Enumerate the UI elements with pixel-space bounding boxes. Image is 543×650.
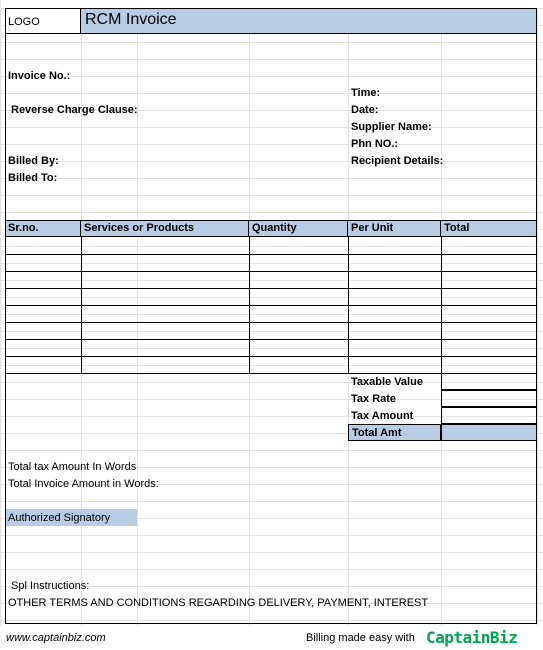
- time-label: Time:: [351, 87, 381, 99]
- taxable-value-label: Taxable Value: [351, 376, 423, 388]
- col-header-per-unit: Per Unit: [348, 221, 441, 236]
- col-header-srno: Sr.no.: [5, 221, 81, 236]
- grid-col: [537, 8, 538, 626]
- date-label: Date:: [351, 104, 379, 116]
- col-header-quantity: Quantity: [249, 221, 348, 236]
- authorized-signatory-label: Authorized Signatory: [8, 512, 111, 524]
- captainbiz-logo: CaptainBiz: [426, 628, 518, 647]
- recipient-details-label: Recipient Details:: [351, 155, 444, 167]
- invoice-no-label: Invoice No.:: [8, 70, 71, 82]
- col-header-services: Services or Products: [81, 221, 249, 236]
- billed-by-label: Billed By:: [8, 155, 59, 167]
- col-header-total: Total: [444, 222, 470, 234]
- tax-rate-label: Tax Rate: [351, 393, 397, 405]
- tax-amount-label: Tax Amount: [351, 410, 414, 422]
- terms-text: OTHER TERMS AND CONDITIONS REGARDING DELIVERY, PAYMENT, INTEREST: [8, 597, 429, 609]
- spl-instructions-label: Spl Instructions:: [11, 580, 90, 592]
- invoice-frame: [5, 8, 537, 624]
- page-title: RCM Invoice: [85, 11, 177, 28]
- phone-no-label: Phn NO.:: [351, 138, 399, 150]
- tax-words-label: Total tax Amount In Words: [8, 461, 137, 473]
- footer-tagline: Billing made easy with: [306, 632, 415, 644]
- billed-to-label: Billed To:: [8, 172, 58, 184]
- total-amt-label: Total Amt: [352, 427, 402, 439]
- invoice-words-label: Total Invoice Amount in Words:: [8, 478, 159, 490]
- reverse-charge-label: Reverse Charge Clause:: [11, 104, 138, 116]
- supplier-name-label: Supplier Name:: [351, 121, 432, 133]
- logo-text: LOGO: [8, 16, 40, 28]
- website-link[interactable]: www.captainbiz.com: [6, 632, 106, 644]
- footer: [0, 626, 543, 650]
